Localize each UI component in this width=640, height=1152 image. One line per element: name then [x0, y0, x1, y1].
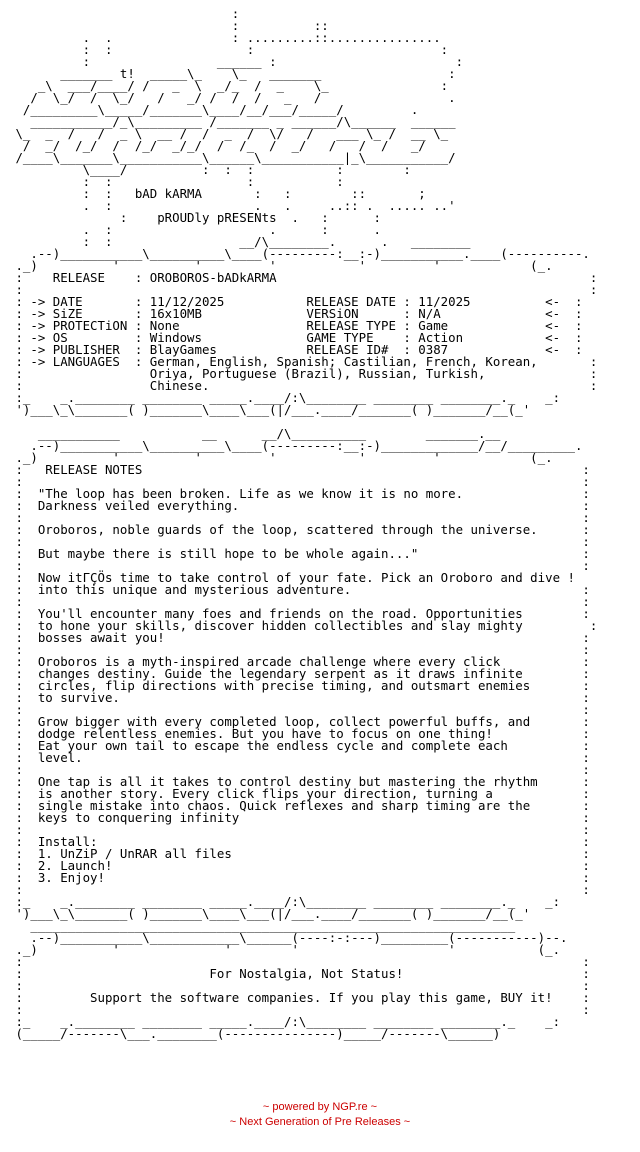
nfo-line: ___________/_\_________ /_______ _ ______/\______ ______ — [30, 114, 456, 129]
nfo-line: : RELEASE : OROBOROS-bADkARMA : — [15, 270, 598, 285]
nfo-line: : -> LANGUAGES : German, English, Spanish; Castilian, French, Korean, : — [15, 354, 598, 369]
nfo-line: . . : .........::............... — [82, 30, 441, 45]
nfo-line: : changes destiny. Guide the legendary serpent as it draws infinite : — [15, 666, 590, 681]
nfo-line: : : — [15, 474, 590, 489]
footer-powered-by: ~ powered by NGP.re ~ — [262, 1101, 378, 1113]
nfo-line: : -> SiZE : 16x10MB VERSiON : N/A <- : — [15, 306, 583, 321]
nfo-line: . : . . ..:: . ..... ..' — [82, 198, 456, 213]
nfo-line: : Install: : — [15, 834, 590, 849]
nfo-line: : RELEASE NOTES : — [15, 462, 590, 477]
nfo-line: ._) ' ' ' ' (_. — [15, 942, 561, 957]
nfo-line: : ______ : : — [82, 54, 464, 69]
nfo-line: : : — [15, 282, 598, 297]
nfo-line: ._) ' ' ' ' ' (_. — [15, 450, 553, 465]
nfo-text — [8, 8, 597, 1040]
nfo-line: : : — [15, 762, 590, 777]
nfo-line: . : . : . — [82, 222, 381, 237]
nfo-line: : "The loop has been broken. Life as we know it is no more. : — [15, 486, 590, 501]
nfo-line: : : — [15, 558, 590, 573]
nfo-line: : : — [15, 882, 590, 897]
nfo-line: : : — [15, 534, 590, 549]
nfo-line: ')___\_\_______( )_______\____\___(|/___.____/_______( )_______/__(_' — [15, 906, 531, 921]
nfo-line: : : — [15, 510, 590, 525]
nfo-line: : to hone your skills, discover hidden collectibles and slay mighty : — [15, 618, 598, 633]
nfo-line: : single mistake into chaos. Quick reflexes and sharp timing are the : — [15, 798, 590, 813]
nfo-line: : bosses await you! : — [15, 630, 590, 645]
nfo-line: : -> OS : Windows GAME TYPE : Action <- : — [15, 330, 583, 345]
nfo-line: : : : : — [82, 174, 344, 189]
nfo-line: \_ _ / / _ \ __ / / _ / \/ / ___ \_ / __ \_ — [15, 126, 449, 141]
nfo-line: : For Nostalgia, Not Status! : — [15, 966, 590, 981]
nfo-line: : You'll encounter many foes and friends on the road. Opportunities : — [15, 606, 590, 621]
nfo-line: : : : : — [82, 42, 449, 57]
nfo-line: : circles, flip directions with precise timing, and outsmart enemies : — [15, 678, 590, 693]
nfo-line: _________________________________________________________________ — [30, 918, 516, 933]
nfo-line: : Grow bigger with every completed loop, collect powerful buffs, and : — [15, 714, 590, 729]
nfo-line: :_ _.________ ________ _____.____/:\________ ________ ________._ _: — [15, 390, 561, 405]
nfo-line: : Oroboros is a myth-inspired arcade challenge where every click : — [15, 654, 590, 669]
nfo-line: : 1. UnZiP / UnRAR all files : — [15, 846, 590, 861]
nfo-line: ._) ' ' ' ' ' (_. — [15, 258, 553, 273]
nfo-line: (_____/-------\___.________(---------------)_____/-------\______) — [15, 1026, 501, 1041]
nfo-line: .--)___________\__________\____(---------:__:-)___________.____(----------. — [30, 246, 590, 261]
nfo-line: :_ _.________ ________ _____.____/:\________ ________ ________._ _: — [15, 894, 561, 909]
nfo-line: : to survive. : — [15, 690, 590, 705]
nfo-line: / \_/ / \_/ / _/ / / / _ / . — [30, 90, 456, 105]
footer — [0, 1100, 640, 1130]
nfo-line: : : — [15, 594, 590, 609]
nfo-line: : : — [15, 978, 590, 993]
nfo-line: : 3. Enjoy! : — [15, 870, 590, 885]
nfo-line: ___________ __ __/\__________ _______.__ — [37, 426, 501, 441]
nfo-line: ')___\_\_______( )_______\____\___(|/___.____/_______( )_______/__(_' — [15, 402, 531, 417]
nfo-line: /_________\_____/_______\____/__/___/_____/ . — [22, 102, 419, 117]
nfo-line: : keys to conquering infinity : — [15, 810, 590, 825]
nfo-line: : -> PROTECTiON : None RELEASE TYPE : Game <- : — [15, 318, 583, 333]
nfo-line: : : — [15, 642, 590, 657]
nfo-line: : : — [15, 702, 590, 717]
nfo-line: : Chinese. : — [15, 378, 598, 393]
nfo-line: : Support the software companies. If you play this game, BUY it! : — [15, 990, 590, 1005]
nfo-line: : Now itΓÇÖs time to take control of your fate. Pick an Oroboro and dive ! — [15, 570, 575, 585]
nfo-line: : But maybe there is still hope to be whole again..." : — [15, 546, 590, 561]
nfo-line: : Eat your own tail to escape the endless cycle and complete each : — [15, 738, 590, 753]
nfo-line: : into this unique and mysterious adventure. : — [15, 582, 590, 597]
nfo-line: : Oriya, Portuguese (Brazil), Russian, Turkish, : — [15, 366, 598, 381]
nfo-line: : Oroboros, noble guards of the loop, scattered through the universe. : — [15, 522, 590, 537]
footer-tagline: ~ Next Generation of Pre Releases ~ — [229, 1116, 411, 1128]
nfo-line: : is another story. Every click flips your direction, turning a : — [15, 786, 590, 801]
nfo-line: _\ ___/____/ / _ \ _/_ / _ \_ : — [37, 78, 449, 93]
nfo-line: .--)___________\__________\____(---------:__:-)_____________/__/_________. — [30, 438, 583, 453]
nfo-line: : — [231, 6, 240, 21]
nfo-line: : : — [15, 954, 590, 969]
nfo-line: : -> PUBLISHER : BlayGames RELEASE ID# : 0387 <- : — [15, 342, 583, 357]
nfo-line: : :: — [231, 18, 329, 33]
nfo-line: : 2. Launch! : — [15, 858, 590, 873]
nfo-line: : pROUDly pRESENts . : : — [119, 210, 381, 225]
nfo-line: _______ t! _____\_ \_ _______ : — [60, 66, 456, 81]
nfo-line: .--)___________\____________\______(----:-:---)_________(-----------)--. — [30, 930, 568, 945]
nfo-line: : : __/\________. . ________ — [82, 234, 471, 249]
nfo-line: : Darkness veiled everything. : — [15, 498, 590, 513]
nfo-line: : dodge relentless enemies. But you have to focus on one thing! : — [15, 726, 590, 741]
nfo-line: /____\_______\___________\______\___________|_\___________/ — [15, 150, 456, 165]
nfo-line: : : bAD kARMA : : :: ; — [82, 186, 426, 201]
nfo-line: \____/ : : : : : — [82, 162, 411, 177]
nfo-line: : level. : — [15, 750, 590, 765]
nfo-line: : -> DATE : 11/12/2025 RELEASE DATE : 11/2025 <- : — [15, 294, 583, 309]
nfo-line: : : — [15, 822, 590, 837]
nfo-line: / _/ /_/ / /_/ _/_/ / /_ / _/ / / / _/ — [22, 138, 426, 153]
nfo-line: :_ _.________ ________ _____.____/:\________ ________ ________._ _: — [15, 1014, 561, 1029]
nfo-line: : : — [15, 1002, 590, 1017]
nfo-line: : One tap is all it takes to control destiny but mastering the rhythm : — [15, 774, 590, 789]
